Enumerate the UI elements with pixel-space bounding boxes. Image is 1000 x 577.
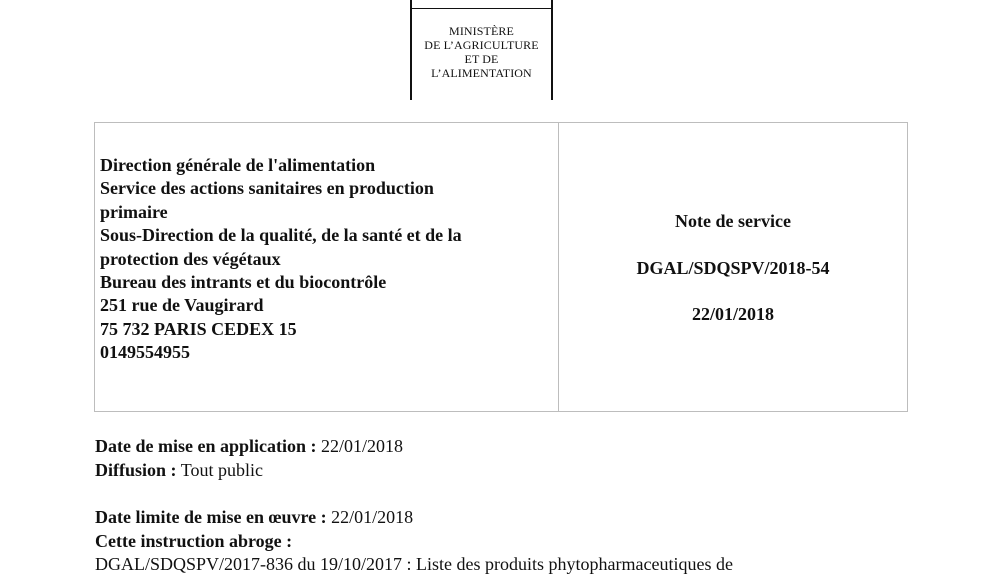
address-line: Bureau des intrants et du biocontrôle — [100, 272, 387, 293]
diffusion-value: Tout public — [180, 459, 263, 480]
note-reference: DGAL/SDQSPV/2018-54 — [636, 257, 830, 278]
abroge-value: DGAL/SDQSPV/2017-836 du 19/10/2017 : Liste des produits phytopharmaceutiques de — [95, 554, 733, 574]
deadline-row — [95, 506, 915, 530]
header-table — [94, 122, 908, 412]
logo-line: DE L’AGRICULTURE — [424, 38, 539, 52]
abroge-label: Cette instruction abroge : — [95, 530, 293, 551]
application-date-value: 22/01/2018 — [320, 436, 403, 456]
note-metadata — [95, 435, 915, 577]
deadline-value: 22/01/2018 — [331, 507, 414, 527]
application-date-row — [95, 435, 915, 459]
address-line: Sous-Direction de la qualité, de la santé et de la — [100, 225, 462, 246]
logo-line: ET DE — [464, 52, 499, 66]
deadline-label: Date limite de mise en œuvre : — [95, 507, 327, 527]
logo-line: MINISTÈRE — [449, 24, 514, 38]
diffusion-label: Diffusion : — [95, 459, 177, 480]
application-date-label: Date de mise en application : — [95, 436, 317, 456]
address-line: protection des végétaux — [100, 248, 281, 269]
phone-number: 0149554955 — [100, 342, 190, 363]
address-line: Direction générale de l'alimentation — [100, 155, 376, 175]
abroge-row — [95, 530, 915, 554]
logo-divider — [412, 8, 551, 9]
address-line: primaire — [100, 201, 168, 222]
note-date: 22/01/2018 — [691, 304, 774, 324]
note-identity-cell — [559, 123, 907, 411]
ministry-logo — [410, 0, 553, 100]
issuer-address-cell — [95, 123, 559, 411]
address-line: Service des actions sanitaires en production — [100, 178, 434, 199]
logo-line: L’ALIMENTATION — [431, 66, 532, 80]
note-type: Note de service — [675, 211, 791, 231]
address-line: 251 rue de Vaugirard — [100, 295, 264, 316]
diffusion-row — [95, 459, 915, 483]
address-line: 75 732 PARIS CEDEX 15 — [100, 318, 297, 339]
ministry-name — [412, 24, 551, 80]
